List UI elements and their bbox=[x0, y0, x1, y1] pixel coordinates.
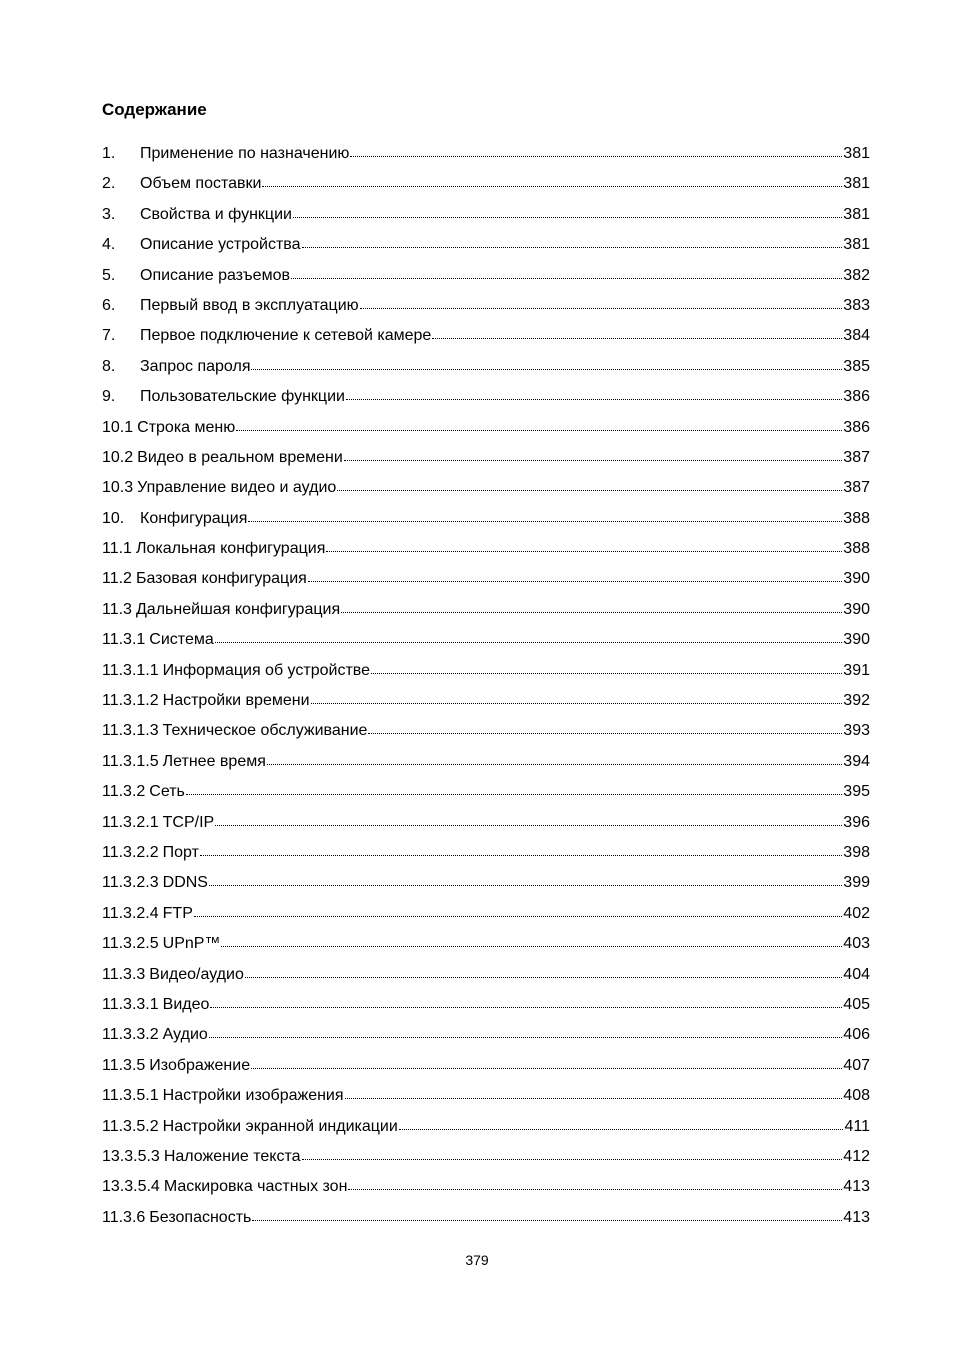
toc-entry[interactable] bbox=[102, 233, 870, 263]
toc-entry-page: 404 bbox=[843, 965, 870, 983]
toc-entry-title: Летнее время bbox=[162, 752, 266, 770]
toc-entry-number: 2. bbox=[102, 175, 116, 193]
toc-entry-page: 381 bbox=[843, 205, 870, 223]
toc-entry-page: 405 bbox=[843, 995, 870, 1013]
dot-leader bbox=[248, 509, 842, 523]
dot-leader bbox=[302, 235, 843, 249]
toc-entry-page: 394 bbox=[843, 752, 870, 770]
toc-entry-title: DDNS bbox=[162, 874, 208, 892]
toc-entry-page: 403 bbox=[843, 935, 870, 953]
toc-entry-number: 11.3.2.1 bbox=[102, 813, 159, 831]
toc-entry-number: 5. bbox=[102, 266, 116, 284]
toc-entry-number: 11.3.1.2 bbox=[102, 692, 159, 710]
dot-leader bbox=[360, 296, 843, 310]
toc-entry-number: 11.3.5.1 bbox=[102, 1087, 159, 1105]
toc-entry-title: Наложение текста bbox=[163, 1147, 301, 1165]
dot-leader bbox=[368, 721, 842, 735]
toc-entry-page: 381 bbox=[843, 236, 870, 254]
dot-leader bbox=[311, 691, 843, 705]
toc-entry-number: 10. bbox=[102, 509, 125, 527]
toc-entry-page: 390 bbox=[843, 631, 870, 649]
dot-leader bbox=[432, 326, 842, 340]
toc-entry-page: 382 bbox=[843, 266, 870, 284]
toc-entry-number: 11.3.3.2 bbox=[102, 1026, 159, 1044]
dot-leader bbox=[215, 813, 842, 827]
toc-entry[interactable] bbox=[102, 385, 870, 415]
toc-entry-number: 3. bbox=[102, 205, 116, 223]
toc-entry[interactable] bbox=[102, 719, 870, 749]
dot-leader bbox=[221, 934, 842, 948]
toc-entry-number: 10.1 bbox=[102, 418, 134, 436]
dot-leader bbox=[186, 782, 842, 796]
toc-entry-title: Настройки экранной индикации bbox=[162, 1117, 398, 1135]
toc-entry-page: 393 bbox=[843, 722, 870, 740]
toc-entry-title: Техническое обслуживание bbox=[162, 722, 368, 740]
toc-entry[interactable] bbox=[102, 750, 870, 780]
toc-entry-number: 11.1 bbox=[102, 540, 132, 558]
toc-entry-page: 386 bbox=[843, 388, 870, 406]
toc-entry-number: 8. bbox=[102, 357, 116, 375]
toc-entry-number: 11.3.1.3 bbox=[102, 722, 159, 740]
toc-entry-title: Настройки изображения bbox=[162, 1087, 344, 1105]
toc-entry-number: 11.3.3.1 bbox=[102, 995, 159, 1013]
toc-entry-title: Система bbox=[149, 631, 214, 649]
toc-entry-title: Настройки времени bbox=[162, 692, 310, 710]
toc-entry-title: Информация об устройстве bbox=[162, 661, 370, 679]
toc-entry-number: 11.2 bbox=[102, 570, 132, 588]
toc-entry-title: Пользовательские функции bbox=[140, 388, 345, 406]
toc-entry-page: 388 bbox=[843, 509, 870, 527]
toc-entry-number: 4. bbox=[102, 236, 116, 254]
toc-entry-title: Изображение bbox=[149, 1056, 251, 1074]
toc-entry[interactable] bbox=[102, 507, 870, 537]
toc-entry-number: 9. bbox=[102, 388, 116, 406]
toc-entry-title: Видео в реальном времени bbox=[137, 448, 343, 466]
toc-entry-number: 11.3.3 bbox=[102, 965, 146, 983]
toc-entry-title: Видео/аудио bbox=[149, 965, 244, 983]
toc-entry-title: Базовая конфигурация bbox=[135, 570, 307, 588]
toc-entry[interactable] bbox=[102, 628, 870, 658]
toc-entry-title: Строка меню bbox=[137, 418, 236, 436]
toc-entry[interactable] bbox=[102, 567, 870, 597]
toc-entry-page: 406 bbox=[843, 1026, 870, 1044]
toc-entry-number: 11.3.2.2 bbox=[102, 843, 159, 861]
toc-entry[interactable] bbox=[102, 1145, 870, 1175]
toc-entry-page: 390 bbox=[843, 600, 870, 618]
toc-entry-number: 11.3.1.1 bbox=[102, 661, 159, 679]
toc-entry[interactable] bbox=[102, 598, 870, 628]
toc-entry[interactable] bbox=[102, 446, 870, 476]
toc-entry[interactable] bbox=[102, 416, 870, 446]
toc-entry-page: 408 bbox=[843, 1087, 870, 1105]
toc-entry-number: 11.3.1.5 bbox=[102, 752, 159, 770]
toc-entry-page: 392 bbox=[843, 692, 870, 710]
dot-leader bbox=[215, 630, 843, 644]
toc-entry-title: Безопасность bbox=[149, 1208, 252, 1226]
toc-entry-number: 11.3 bbox=[102, 600, 132, 618]
dot-leader bbox=[344, 448, 843, 462]
toc-entry-title: Конфигурация bbox=[140, 509, 248, 527]
toc-entry-page: 390 bbox=[843, 570, 870, 588]
dot-leader bbox=[399, 1117, 844, 1131]
toc-entry-page: 386 bbox=[843, 418, 870, 436]
toc-entry-title: Первый ввод в эксплуатацию bbox=[140, 296, 359, 314]
toc-entry[interactable] bbox=[102, 963, 870, 993]
dot-leader bbox=[251, 1056, 842, 1070]
toc-entry[interactable] bbox=[102, 1084, 870, 1114]
toc-entry-title: Описание разъемов bbox=[140, 266, 290, 284]
toc-entry-number: 10.3 bbox=[102, 479, 134, 497]
toc-entry-number: 11.3.1 bbox=[102, 631, 146, 649]
toc-entry[interactable] bbox=[102, 324, 870, 354]
dot-leader bbox=[345, 1086, 843, 1100]
toc-entry[interactable] bbox=[102, 811, 870, 841]
toc-entry-page: 411 bbox=[844, 1117, 870, 1135]
toc-entry-page: 385 bbox=[843, 357, 870, 375]
toc-entry-number: 11.3.5.2 bbox=[102, 1117, 159, 1135]
toc-entry-number: 7. bbox=[102, 327, 116, 345]
dot-leader bbox=[350, 144, 842, 158]
toc-entry-page: 387 bbox=[843, 448, 870, 466]
dot-leader bbox=[209, 1025, 843, 1039]
toc-entry-page: 387 bbox=[843, 479, 870, 497]
toc-entry[interactable] bbox=[102, 993, 870, 1023]
toc-entry-page: 384 bbox=[843, 327, 870, 345]
toc-entry[interactable] bbox=[102, 1023, 870, 1053]
dot-leader bbox=[251, 357, 842, 371]
toc-entry-title: Видео bbox=[162, 995, 210, 1013]
dot-leader bbox=[245, 965, 842, 979]
toc-entry[interactable] bbox=[102, 294, 870, 324]
toc-entry-title: Сеть bbox=[149, 783, 185, 801]
toc-entry-page: 381 bbox=[843, 145, 870, 162]
table-of-contents bbox=[102, 142, 870, 1236]
toc-entry-page: 395 bbox=[843, 783, 870, 801]
dot-leader bbox=[302, 1147, 843, 1161]
dot-leader bbox=[291, 266, 842, 280]
toc-entry-page: 407 bbox=[843, 1056, 870, 1074]
dot-leader bbox=[326, 539, 842, 553]
toc-entry[interactable] bbox=[102, 932, 870, 962]
dot-leader bbox=[371, 661, 842, 675]
toc-entry-number: 6. bbox=[102, 296, 116, 314]
toc-entry[interactable] bbox=[102, 537, 870, 567]
toc-entry-title: Управление видео и аудио bbox=[137, 479, 337, 497]
toc-entry[interactable] bbox=[102, 1115, 870, 1145]
toc-entry-title: Порт bbox=[162, 843, 199, 861]
toc-entry-number: 11.3.2 bbox=[102, 783, 146, 801]
toc-entry-title: Описание устройства bbox=[140, 236, 301, 254]
toc-entry-title: Первое подключение к сетевой камере bbox=[140, 327, 432, 345]
toc-entry-title: Локальная конфигурация bbox=[135, 540, 326, 558]
toc-entry-title: Дальнейшая конфигурация bbox=[135, 600, 341, 618]
toc-entry-page: 396 bbox=[843, 813, 870, 831]
dot-leader bbox=[200, 843, 842, 857]
toc-entry-number: 13.3.5.4 bbox=[102, 1178, 160, 1196]
toc-entry-title: Свойства и функции bbox=[140, 205, 292, 223]
dot-leader bbox=[341, 600, 842, 614]
toc-entry-page: 399 bbox=[843, 874, 870, 892]
toc-entry-page: 388 bbox=[843, 540, 870, 558]
toc-entry-page: 381 bbox=[843, 175, 870, 193]
toc-entry-number: 11.3.6 bbox=[102, 1208, 146, 1226]
dot-leader bbox=[252, 1208, 842, 1222]
toc-entry-title: Запрос пароля bbox=[140, 357, 251, 375]
dot-leader bbox=[267, 752, 842, 766]
toc-entry[interactable] bbox=[102, 172, 870, 202]
toc-entry-page: 402 bbox=[843, 904, 870, 922]
toc-entry-title: Применение по назначению bbox=[140, 145, 350, 162]
dot-leader bbox=[346, 387, 842, 401]
toc-entry-page: 412 bbox=[843, 1147, 870, 1165]
dot-leader bbox=[293, 205, 842, 219]
dot-leader bbox=[210, 995, 842, 1009]
toc-entry[interactable] bbox=[102, 203, 870, 233]
toc-entry-title: TCP/IP bbox=[162, 813, 215, 831]
toc-entry[interactable] bbox=[102, 780, 870, 810]
toc-entry-number: 1. bbox=[102, 145, 116, 162]
toc-entry-title: Аудио bbox=[162, 1026, 208, 1044]
dot-leader bbox=[236, 418, 842, 432]
toc-entry[interactable] bbox=[102, 476, 870, 506]
toc-entry[interactable] bbox=[102, 1054, 870, 1084]
toc-entry-number: 11.3.2.5 bbox=[102, 935, 159, 953]
dot-leader bbox=[194, 904, 842, 918]
dot-leader bbox=[209, 873, 842, 887]
dot-leader bbox=[348, 1177, 842, 1191]
toc-entry-page: 383 bbox=[843, 296, 870, 314]
toc-entry-page: 413 bbox=[843, 1208, 870, 1226]
toc-entry[interactable] bbox=[102, 1175, 870, 1205]
toc-entry-page: 391 bbox=[843, 661, 870, 679]
toc-entry[interactable] bbox=[102, 1206, 870, 1236]
dot-leader bbox=[308, 569, 843, 583]
toc-entry-title: Объем поставки bbox=[140, 175, 262, 193]
toc-entry-number: 11.3.5 bbox=[102, 1056, 146, 1074]
toc-entry[interactable] bbox=[102, 264, 870, 294]
toc-entry-number: 11.3.2.4 bbox=[102, 904, 159, 922]
toc-entry-number: 10.2 bbox=[102, 448, 134, 466]
toc-entry-number: 11.3.2.3 bbox=[102, 874, 159, 892]
dot-leader bbox=[337, 478, 842, 492]
toc-entry-number: 13.3.5.3 bbox=[102, 1147, 160, 1165]
toc-entry-page: 413 bbox=[843, 1178, 870, 1196]
toc-entry-title: FTP bbox=[162, 904, 193, 922]
toc-entry[interactable] bbox=[102, 355, 870, 385]
toc-entry[interactable] bbox=[102, 689, 870, 719]
toc-entry-title: Маскировка частных зон bbox=[163, 1178, 348, 1196]
toc-entry-title: UPnP™ bbox=[162, 935, 221, 953]
toc-entry[interactable] bbox=[102, 659, 870, 689]
toc-entry[interactable] bbox=[102, 871, 870, 901]
toc-heading: Содержание bbox=[102, 100, 207, 119]
toc-entry-page: 398 bbox=[843, 843, 870, 861]
toc-entry[interactable] bbox=[102, 902, 870, 932]
toc-entry[interactable] bbox=[102, 142, 870, 172]
dot-leader bbox=[262, 174, 842, 188]
toc-entry[interactable] bbox=[102, 841, 870, 871]
page-number: 379 bbox=[465, 1252, 489, 1268]
